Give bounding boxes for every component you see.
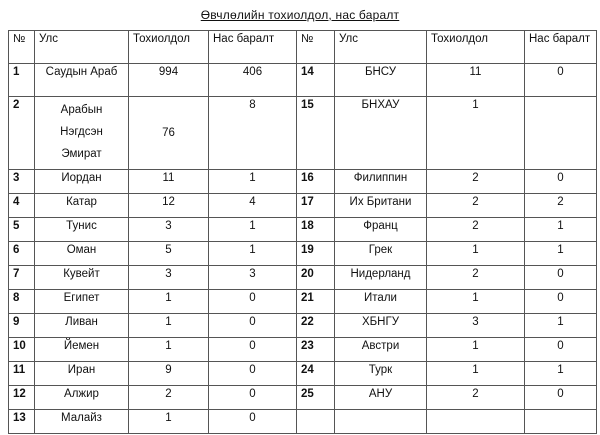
cell-no: 25 (297, 386, 335, 410)
cell-deaths: 0 (525, 338, 597, 362)
cell-deaths: 1 (525, 362, 597, 386)
cell-no: 14 (297, 64, 335, 97)
cell-no: 24 (297, 362, 335, 386)
cell-no (297, 410, 335, 434)
cell-no: 5 (9, 218, 35, 242)
cell-deaths: 1 (525, 314, 597, 338)
cases-table (8, 30, 597, 434)
cell-deaths: 406 (209, 64, 297, 97)
table-row (9, 170, 597, 194)
cell-country: Оман (35, 242, 129, 266)
cell-no: 7 (9, 266, 35, 290)
cell-deaths: 0 (209, 362, 297, 386)
header-country-2: Улс (335, 31, 427, 64)
cell-country: Их Британи (335, 194, 427, 218)
cell-no: 8 (9, 290, 35, 314)
cell-country: Египет (35, 290, 129, 314)
table-row (9, 338, 597, 362)
cell-deaths: 1 (525, 218, 597, 242)
cell-no: 23 (297, 338, 335, 362)
cell-country: Тунис (35, 218, 129, 242)
cell-cases: 2 (129, 386, 209, 410)
cell-country: Арабын Нэгдсэн Эмират (35, 97, 129, 170)
cell-no: 6 (9, 242, 35, 266)
cell-no: 9 (9, 314, 35, 338)
cell-country: Грек (335, 242, 427, 266)
cell-cases: 3 (427, 314, 525, 338)
cell-no: 22 (297, 314, 335, 338)
cell-cases: 1 (427, 338, 525, 362)
header-cases: Тохиолдол (129, 31, 209, 64)
cell-country: Кувейт (35, 266, 129, 290)
cell-country: Турк (335, 362, 427, 386)
cell-country (335, 410, 427, 434)
cell-deaths: 0 (209, 410, 297, 434)
header-no-2: № (297, 31, 335, 64)
cell-country: Иордан (35, 170, 129, 194)
cell-deaths: 0 (525, 64, 597, 97)
cell-country: БНСУ (335, 64, 427, 97)
header-country: Улс (35, 31, 129, 64)
cell-deaths: 0 (209, 386, 297, 410)
cell-country: АНУ (335, 386, 427, 410)
cell-deaths: 4 (209, 194, 297, 218)
cell-cases: 12 (129, 194, 209, 218)
table-row (9, 97, 597, 170)
cell-deaths: 0 (209, 338, 297, 362)
cell-no: 13 (9, 410, 35, 434)
cell-no: 2 (9, 97, 35, 170)
cell-cases: 2 (427, 194, 525, 218)
cell-cases (427, 410, 525, 434)
cell-cases: 994 (129, 64, 209, 97)
cell-no: 21 (297, 290, 335, 314)
cell-no: 11 (9, 362, 35, 386)
cell-deaths: 2 (525, 194, 597, 218)
cell-no: 18 (297, 218, 335, 242)
cell-no: 10 (9, 338, 35, 362)
cell-no: 17 (297, 194, 335, 218)
cell-deaths: 0 (525, 386, 597, 410)
cell-country: Катар (35, 194, 129, 218)
table-row (9, 64, 597, 97)
table-row (9, 314, 597, 338)
cell-country: Ливан (35, 314, 129, 338)
table-row (9, 266, 597, 290)
cell-deaths (525, 410, 597, 434)
cell-no: 20 (297, 266, 335, 290)
cell-country: Итали (335, 290, 427, 314)
cell-no: 15 (297, 97, 335, 170)
cell-country: ХБНГУ (335, 314, 427, 338)
cell-deaths: 0 (209, 314, 297, 338)
table-row (9, 242, 597, 266)
page-title: Өвчлөлийн тохиолдол, нас баралт (200, 8, 400, 22)
cell-deaths: 1 (209, 218, 297, 242)
cell-cases: 2 (427, 386, 525, 410)
cell-cases: 1 (129, 410, 209, 434)
table-row (9, 362, 597, 386)
cell-deaths: 3 (209, 266, 297, 290)
table-row (9, 410, 597, 434)
cell-deaths: 0 (209, 290, 297, 314)
cell-deaths: 1 (209, 242, 297, 266)
cell-cases: 1 (129, 338, 209, 362)
cell-no: 3 (9, 170, 35, 194)
header-deaths-2: Нас баралт (525, 31, 597, 64)
table-row (9, 386, 597, 410)
cell-country: Филиппин (335, 170, 427, 194)
cell-country: Иран (35, 362, 129, 386)
cell-cases: 11 (427, 64, 525, 97)
cell-cases: 3 (129, 266, 209, 290)
cell-cases: 1 (427, 362, 525, 386)
cell-cases: 5 (129, 242, 209, 266)
cell-country: Франц (335, 218, 427, 242)
cell-country: Алжир (35, 386, 129, 410)
table-row (9, 290, 597, 314)
cell-country: Малайз (35, 410, 129, 434)
cell-deaths: 1 (525, 242, 597, 266)
table-row (9, 194, 597, 218)
cell-cases: 1 (129, 314, 209, 338)
cell-cases: 1 (427, 290, 525, 314)
cell-cases: 9 (129, 362, 209, 386)
cell-deaths (525, 97, 597, 170)
cell-no: 19 (297, 242, 335, 266)
cell-no: 12 (9, 386, 35, 410)
cell-cases: 1 (427, 242, 525, 266)
cell-country: Австри (335, 338, 427, 362)
cell-cases: 3 (129, 218, 209, 242)
cell-country: Саудын Араб (35, 64, 129, 97)
header-cases-2: Тохиолдол (427, 31, 525, 64)
cell-cases: 1 (129, 290, 209, 314)
cell-country: Йемен (35, 338, 129, 362)
cell-no: 4 (9, 194, 35, 218)
cell-cases: 2 (427, 218, 525, 242)
cell-cases: 2 (427, 266, 525, 290)
header-deaths: Нас баралт (209, 31, 297, 64)
cell-cases: 11 (129, 170, 209, 194)
cell-country: БНХАУ (335, 97, 427, 170)
cell-deaths: 0 (525, 266, 597, 290)
cell-deaths: 0 (525, 170, 597, 194)
table-row (9, 218, 597, 242)
cell-deaths: 1 (209, 170, 297, 194)
cell-country: Нидерланд (335, 266, 427, 290)
cell-deaths: 0 (525, 290, 597, 314)
header-row (9, 31, 597, 64)
header-no: № (9, 31, 35, 64)
cell-no: 1 (9, 64, 35, 97)
cell-deaths: 8 (209, 97, 297, 170)
cell-cases: 1 (427, 97, 525, 170)
cell-no: 16 (297, 170, 335, 194)
cell-cases: 2 (427, 170, 525, 194)
cell-cases: 76 (129, 97, 209, 170)
